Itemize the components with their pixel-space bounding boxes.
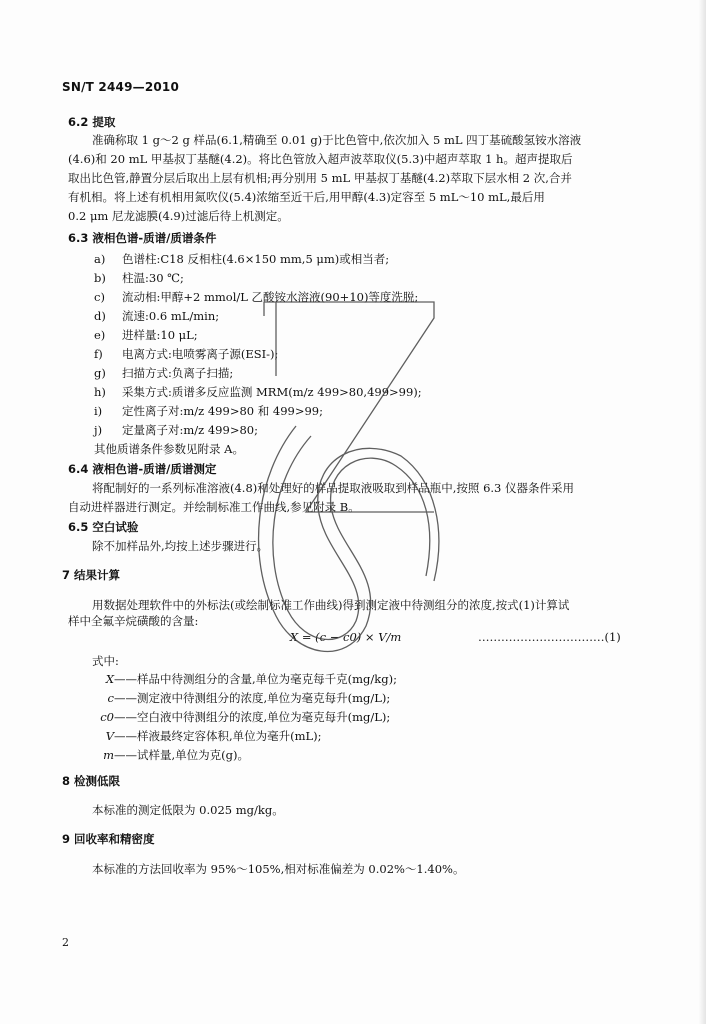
section-6-2-line: 准确称取 1 g～2 g 样品(6.1,精确至 0.01 g)于比色管中,依次加入 5 mL 四丁基硫酸氢铵水溶液 [92, 133, 582, 147]
list-item-text: 进样量:10 μL; [122, 328, 198, 342]
list-item-text: 柱温:30 ℃; [122, 271, 184, 285]
section-8-title: 8 检测低限 [62, 774, 121, 788]
list-item-label: f) [94, 347, 103, 361]
list-item [94, 364, 233, 383]
list-item [94, 250, 389, 269]
list-item-label: a) [94, 252, 106, 266]
list-item-text: 定性离子对:m/z 499>80 和 499>99; [122, 404, 323, 418]
formula: X = (c − c0) × V/m [290, 630, 402, 644]
section-6-2-line: 取出比色管,静置分层后取出上层有机相;再分别用 5 mL 甲基叔丁基醚(4.2)萃取下层水相 2 次,合并 [68, 171, 572, 185]
section-6-5-title: 6.5 空白试验 [68, 520, 139, 534]
list-item [94, 269, 184, 288]
list-item [94, 307, 219, 326]
variable-description: ——试样量,单位为克(g)。 [114, 748, 249, 762]
section-6-4-title: 6.4 液相色谱-质谱/质谱测定 [68, 462, 217, 476]
variable-description: ——测定液中待测组分的浓度,单位为毫克每升(mg/L); [114, 691, 391, 705]
section-6-5-line: 除不加样品外,均按上述步骤进行。 [92, 539, 269, 553]
section-6-2-line: (4.6)和 20 mL 甲基叔丁基醚(4.2)。将比色管放入超声波萃取仪(5.3)中超声萃取 1 h。超声提取后 [68, 152, 573, 166]
variable-description: ——样品中待测组分的含量,单位为毫克每千克(mg/kg); [114, 672, 397, 686]
section-6-4-line: 将配制好的一系列标准溶液(4.8)和处理好的样品提取液吸取到样品瓶中,按照 6.3 仪器条件采用 [92, 481, 575, 495]
list-item-label: j) [94, 423, 103, 437]
variable-definition [92, 727, 322, 746]
section-7-title: 7 结果计算 [62, 568, 121, 582]
list-item-text: 色谱柱:C18 反相柱(4.6×150 mm,5 μm)或相当者; [122, 252, 390, 266]
formula-number: ……………………………(1) [478, 630, 621, 644]
variable-description: ——样液最终定容体积,单位为毫升(mL); [114, 729, 322, 743]
list-item-text: 采集方式:质谱多反应监测 MRM(m/z 499>80,499>99); [122, 385, 422, 399]
list-item [94, 326, 198, 345]
section-7-line: 样中全氟辛烷磺酸的含量: [68, 614, 199, 628]
section-8-line: 本标准的测定低限为 0.025 mg/kg。 [92, 803, 284, 817]
list-item [94, 421, 258, 440]
where-label: 式中: [92, 654, 119, 668]
section-6-4-line: 自动进样器进行测定。并绘制标准工作曲线,参见附录 B。 [68, 500, 360, 514]
list-item-text: 电离方式:电喷雾离子源(ESI-); [122, 347, 279, 361]
variable-definition [92, 689, 390, 708]
page-number: 2 [62, 936, 69, 949]
section-6-2-line: 0.2 μm 尼龙滤膜(4.9)过滤后待上机测定。 [68, 209, 289, 223]
list-item-text: 流速:0.6 mL/min; [122, 309, 220, 323]
list-item-label: g) [94, 366, 106, 380]
variable-symbol: c [107, 691, 114, 705]
section-6-2-line: 有机相。将上述有机相用氮吹仪(5.4)浓缩至近干后,用甲醇(4.3)定容至 5 mL～10 mL,最后用 [68, 190, 545, 204]
list-item-text: 流动相:甲醇+2 mmol/L 乙酸铵水溶液(90+10)等度洗脱; [122, 290, 419, 304]
variable-symbol: c0 [100, 710, 114, 724]
list-item-label: h) [94, 385, 106, 399]
list-item-text: 定量离子对:m/z 499>80; [122, 423, 258, 437]
variable-definition [92, 746, 249, 765]
watermark-logo-icon [236, 276, 446, 676]
variable-description: ——空白液中待测组分的浓度,单位为毫克每升(mg/L); [114, 710, 391, 724]
list-item-label: c) [94, 290, 105, 304]
section-9-line: 本标准的方法回收率为 95%～105%,相对标准偏差为 0.02%～1.40%。 [92, 862, 465, 876]
variable-symbol: V [105, 729, 114, 743]
list-item-label: e) [94, 328, 106, 342]
list-item-label: d) [94, 309, 106, 323]
variable-symbol: m [103, 748, 114, 762]
section-9-title: 9 回收率和精密度 [62, 832, 155, 846]
list-item-text: 扫描方式:负离子扫描; [122, 366, 234, 380]
section-6-3-title: 6.3 液相色谱-质谱/质谱条件 [68, 231, 217, 245]
list-item-label: b) [94, 271, 106, 285]
variable-definition [92, 708, 390, 727]
variable-symbol: X [105, 672, 114, 686]
list-item-label: i) [94, 404, 103, 418]
section-6-2-title: 6.2 提取 [68, 115, 116, 129]
section-6-3-note: 其他质谱条件参数见附录 A。 [94, 442, 244, 456]
standard-header: SN/T 2449—2010 [62, 80, 180, 94]
scan-edge-shadow [698, 0, 706, 1024]
section-7-line: 用数据处理软件中的外标法(或绘制标准工作曲线)得到测定液中待测组分的浓度,按式(1)计算试 [92, 598, 570, 612]
